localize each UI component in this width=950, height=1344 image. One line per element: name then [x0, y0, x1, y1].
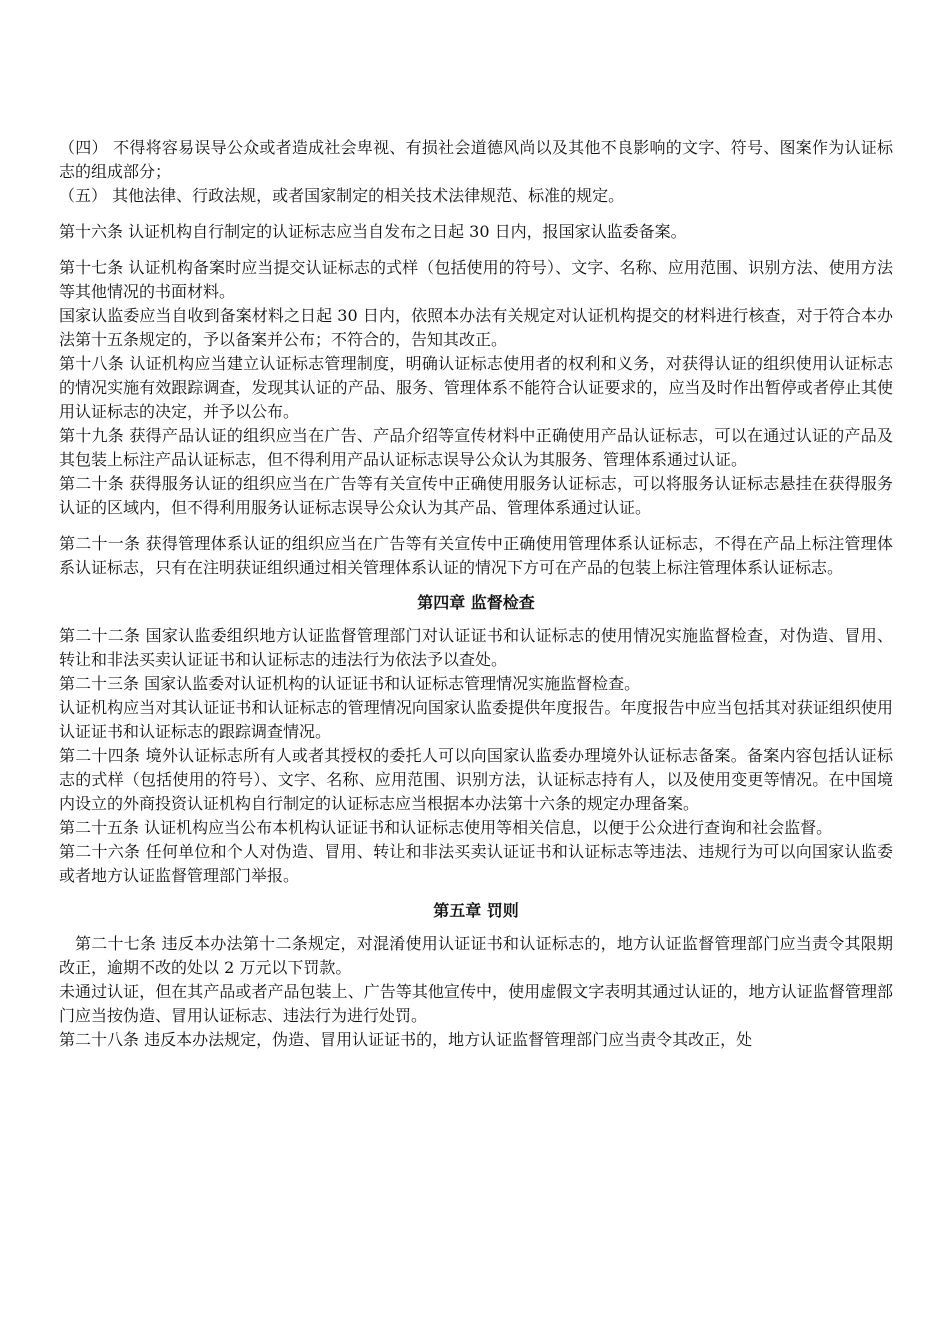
paragraph-article-23-report: 认证机构应当对其认证证书和认证标志的管理情况向国家认监委提供年度报告。年度报告中应当包括其对获证组织使用认证证书和认证标志的跟踪调查情况。	[59, 698, 893, 741]
paragraph-article-20: 第二十条 获得服务认证的组织应当在广告等有关宣传中正确使用服务认证标志，可以将服务认证标志悬挂在获得服务认证的区域内，但不得利用服务认证标志误导公众认为其产品、管理体系通过认证。	[59, 474, 893, 517]
chapter-heading-5: 第五章 罚则	[433, 901, 519, 920]
paragraph-article-24: 第二十四条 境外认证标志所有人或者其授权的委托人可以向国家认监委办理境外认证标志备案。备案内容包括认证标志的式样（包括使用的符号）、文字、名称、应用范围、识别方法，认证标志持有人，以及使用变更等情况。在中国境内设立的外商投资认证机构自行制定的认证标志应当根据本办法第十六条的规定办理备案。	[59, 746, 893, 813]
paragraph-article-17: 第十七条 认证机构备案时应当提交认证标志的式样（包括使用的符号）、文字、名称、应用范围、识别方法、使用方法等其他情况的书面材料。	[59, 258, 893, 301]
paragraph-article-27-false-claims: 未通过认证，但在其产品或者产品包装上、广告等其他宣传中，使用虚假文字表明其通过认证的，地方认证监督管理部门应当按伪造、冒用认证标志、违法行为进行处罚。	[59, 982, 893, 1025]
chapter-heading-4: 第四章 监督检查	[417, 593, 535, 612]
paragraph-article-23: 第二十三条 国家认监委对认证机构的认证证书和认证标志管理情况实施监督检查。	[59, 674, 641, 693]
document-body	[59, 136, 893, 1052]
paragraph-article-19: 第十九条 获得产品认证的组织应当在广告、产品介绍等宣传材料中正确使用产品认证标志，可以在通过认证的产品及其包装上标注产品认证标志，但不得利用产品认证标志误导公众认为其服务、管理体系通过认证。	[59, 426, 893, 469]
paragraph-article-22: 第二十二条 国家认监委组织地方认证监督管理部门对认证证书和认证标志的使用情况实施监督检查，对伪造、冒用、转让和非法买卖认证证书和认证标志的违法行为依法予以查处。	[59, 626, 893, 669]
paragraph-article-21: 第二十一条 获得管理体系认证的组织应当在广告等有关宣传中正确使用管理体系认证标志，不得在产品上标注管理体系认证标志，只有在注明获证组织通过相关管理体系认证的情况下方可在产品的包装上标注管理体系认证标志。	[59, 534, 893, 577]
paragraph-article-25: 第二十五条 认证机构应当公布本机构认证证书和认证标志使用等相关信息，以便于公众进行查询和社会监督。	[59, 818, 833, 837]
paragraph-article-17-review: 国家认监委应当自收到备案材料之日起 30 日内，依照本办法有关规定对认证机构提交的材料进行核查，对于符合本办法第十五条规定的，予以备案并公布；不符合的，告知其改正。	[59, 306, 893, 349]
paragraph-article-28: 第二十八条 违反本办法规定，伪造、冒用认证证书的，地方认证监督管理部门应当责令其改正，处	[59, 1030, 753, 1049]
paragraph-article-26: 第二十六条 任何单位和个人对伪造、冒用、转让和非法买卖认证证书和认证标志等违法、违规行为可以向国家认监委或者地方认证监督管理部门举报。	[59, 842, 893, 885]
paragraph-item-5: （五） 其他法律、行政法规，或者国家制定的相关技术法律规范、标准的规定。	[59, 186, 625, 205]
paragraph-article-18: 第十八条 认证机构应当建立认证标志管理制度，明确认证标志使用者的权利和义务，对获得认证的组织使用认证标志的情况实施有效跟踪调查，发现其认证的产品、服务、管理体系不能符合认证要求的，应当及时作出暂停或者停止其使用认证标志的决定，并予以公布。	[59, 354, 893, 421]
paragraph-article-27: 第二十七条 违反本办法第十二条规定，对混淆使用认证证书和认证标志的，地方认证监督管理部门应当责令其限期改正，逾期不改的处以 2 万元以下罚款。	[59, 934, 893, 977]
paragraph-item-4: （四） 不得将容易误导公众或者造成社会卑视、有损社会道德风尚以及其他不良影响的文字、符号、图案作为认证标志的组成部分；	[59, 138, 893, 181]
paragraph-article-16: 第十六条 认证机构自行制定的认证标志应当自发布之日起 30 日内，报国家认监委备案。	[59, 222, 687, 241]
